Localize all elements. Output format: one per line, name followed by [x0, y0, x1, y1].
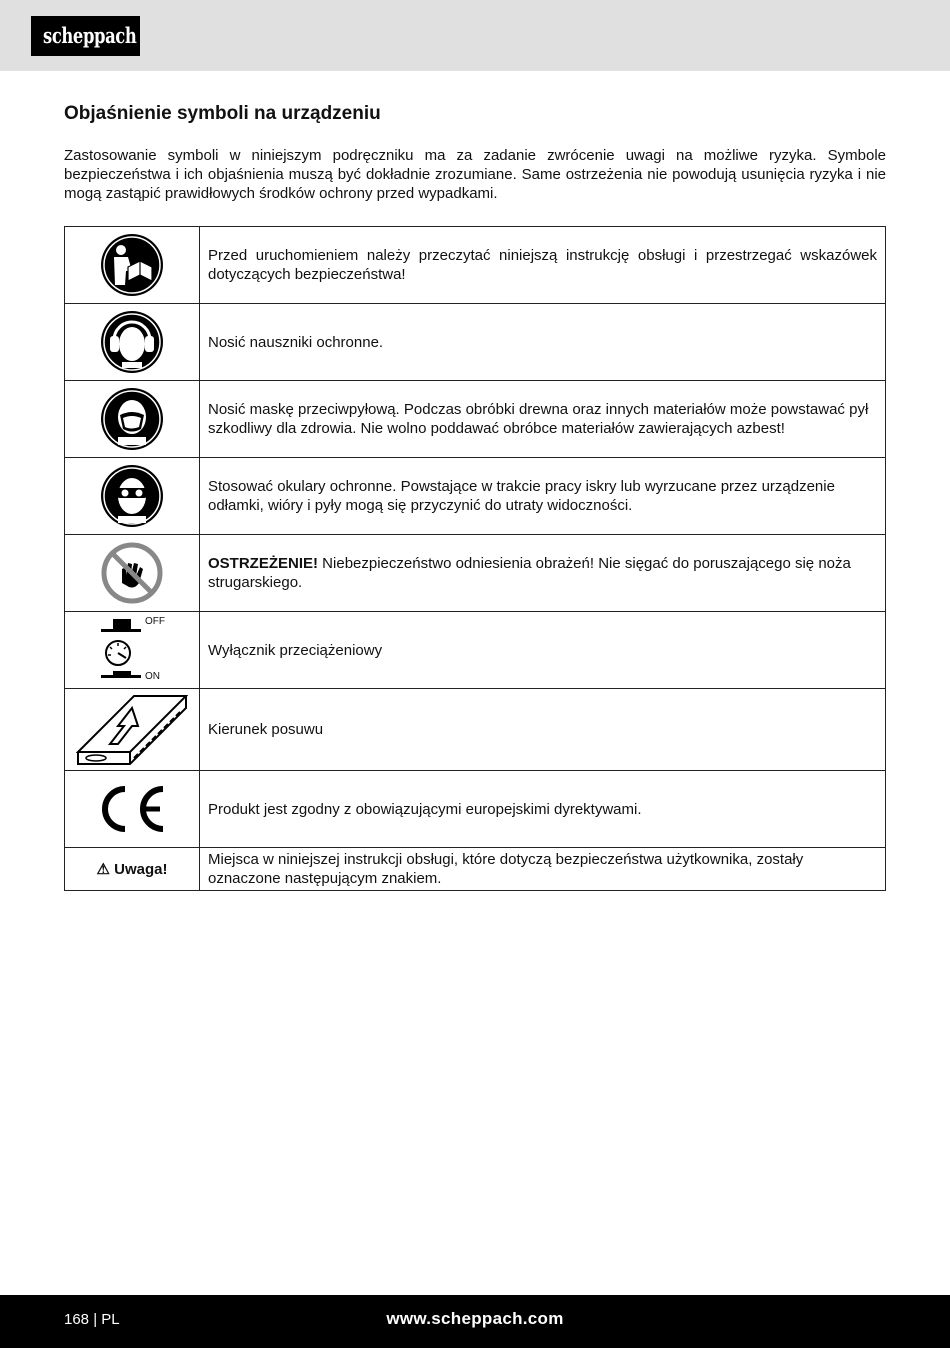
symbol-text [200, 535, 886, 612]
feed-direction-icon [65, 689, 200, 771]
off-label: OFF [145, 616, 165, 627]
table-row [65, 771, 886, 848]
no-hand-icon [65, 535, 200, 612]
on-label: ON [145, 671, 160, 682]
logo-text: scheppach [42, 23, 137, 48]
table-row [65, 689, 886, 771]
ce-mark-icon [65, 771, 200, 848]
table-row [65, 458, 886, 535]
page-title: Objaśnienie symboli na urządzeniu [64, 103, 381, 124]
table-row [65, 304, 886, 381]
symbol-text: Wyłącznik przeciążeniowy [200, 612, 886, 689]
scheppach-logo [31, 16, 140, 56]
symbol-text: Nosić maskę przeciwpyłową. Podczas obróbki drewna oraz innych materiałów może powstawać pył szkodliwy dla zdrowia. Nie wolno poddawać obróbce materiałów zawierających azbest! [200, 381, 886, 458]
safety-goggles-icon [65, 458, 200, 535]
symbol-text: Produkt jest zgodny z obowiązującymi europejskimi dyrektywami. [200, 771, 886, 848]
warning-triangle-icon: ⚠ [96, 860, 110, 878]
symbol-text: Przed uruchomieniem należy przeczytać niniejszą instrukcję obsługi i przestrzegać wskazówek dotyczących bezpieczeństwa! [200, 227, 886, 304]
page-footer [0, 1295, 950, 1348]
table-row [65, 535, 886, 612]
symbols-table [64, 226, 886, 891]
intro-paragraph: Zastosowanie symboli w niniejszym podręczniku ma za zadanie zwrócenie uwagi na możliwe ryzyka. Symbole bezpieczeństwa i ich objaśnienia muszą być dokładnie zrozumiane. Same ostrzeżenia nie powodują usunięcia ryzyka i nie mogą zastąpić prawidłowych środków ochrony przed wypadkami. [64, 147, 886, 202]
dust-mask-icon [65, 381, 200, 458]
table-row [65, 227, 886, 304]
symbol-text: Stosować okulary ochronne. Powstające w trakcie pracy iskry lub wyrzucane przez urządzenie odłamki, wióry i pyły mogą się przyczynić do utraty widoczności. [200, 458, 886, 535]
table-row [65, 848, 886, 891]
table-row [65, 381, 886, 458]
page-number-value: 168 [64, 1311, 90, 1328]
overload-switch-icon [65, 612, 200, 689]
table-row [65, 612, 886, 689]
symbol-text: Miejsca w niniejszej instrukcji obsługi, które dotyczą bezpieczeństwa użytkownika, zostały oznaczone następującym znakiem. [200, 848, 886, 891]
ear-protection-icon [65, 304, 200, 381]
warning-label: OSTRZEŻENIE! [208, 555, 319, 572]
warning-cell-label: Uwaga! [114, 860, 168, 878]
page-header [0, 0, 950, 71]
website-link[interactable]: www.scheppach.com [386, 1309, 564, 1328]
symbol-text: Kierunek posuwu [200, 689, 886, 771]
warning-cell [65, 848, 200, 891]
symbol-text: Nosić nauszniki ochronne. [200, 304, 886, 381]
page-number: 168 | PL [64, 1311, 120, 1328]
warning-text: Niebezpieczeństwo odniesienia obrażeń! Nie sięgać do poruszającego się noża strugarskiego. [208, 555, 851, 591]
language-code: PL [101, 1311, 120, 1328]
read-manual-icon [65, 227, 200, 304]
